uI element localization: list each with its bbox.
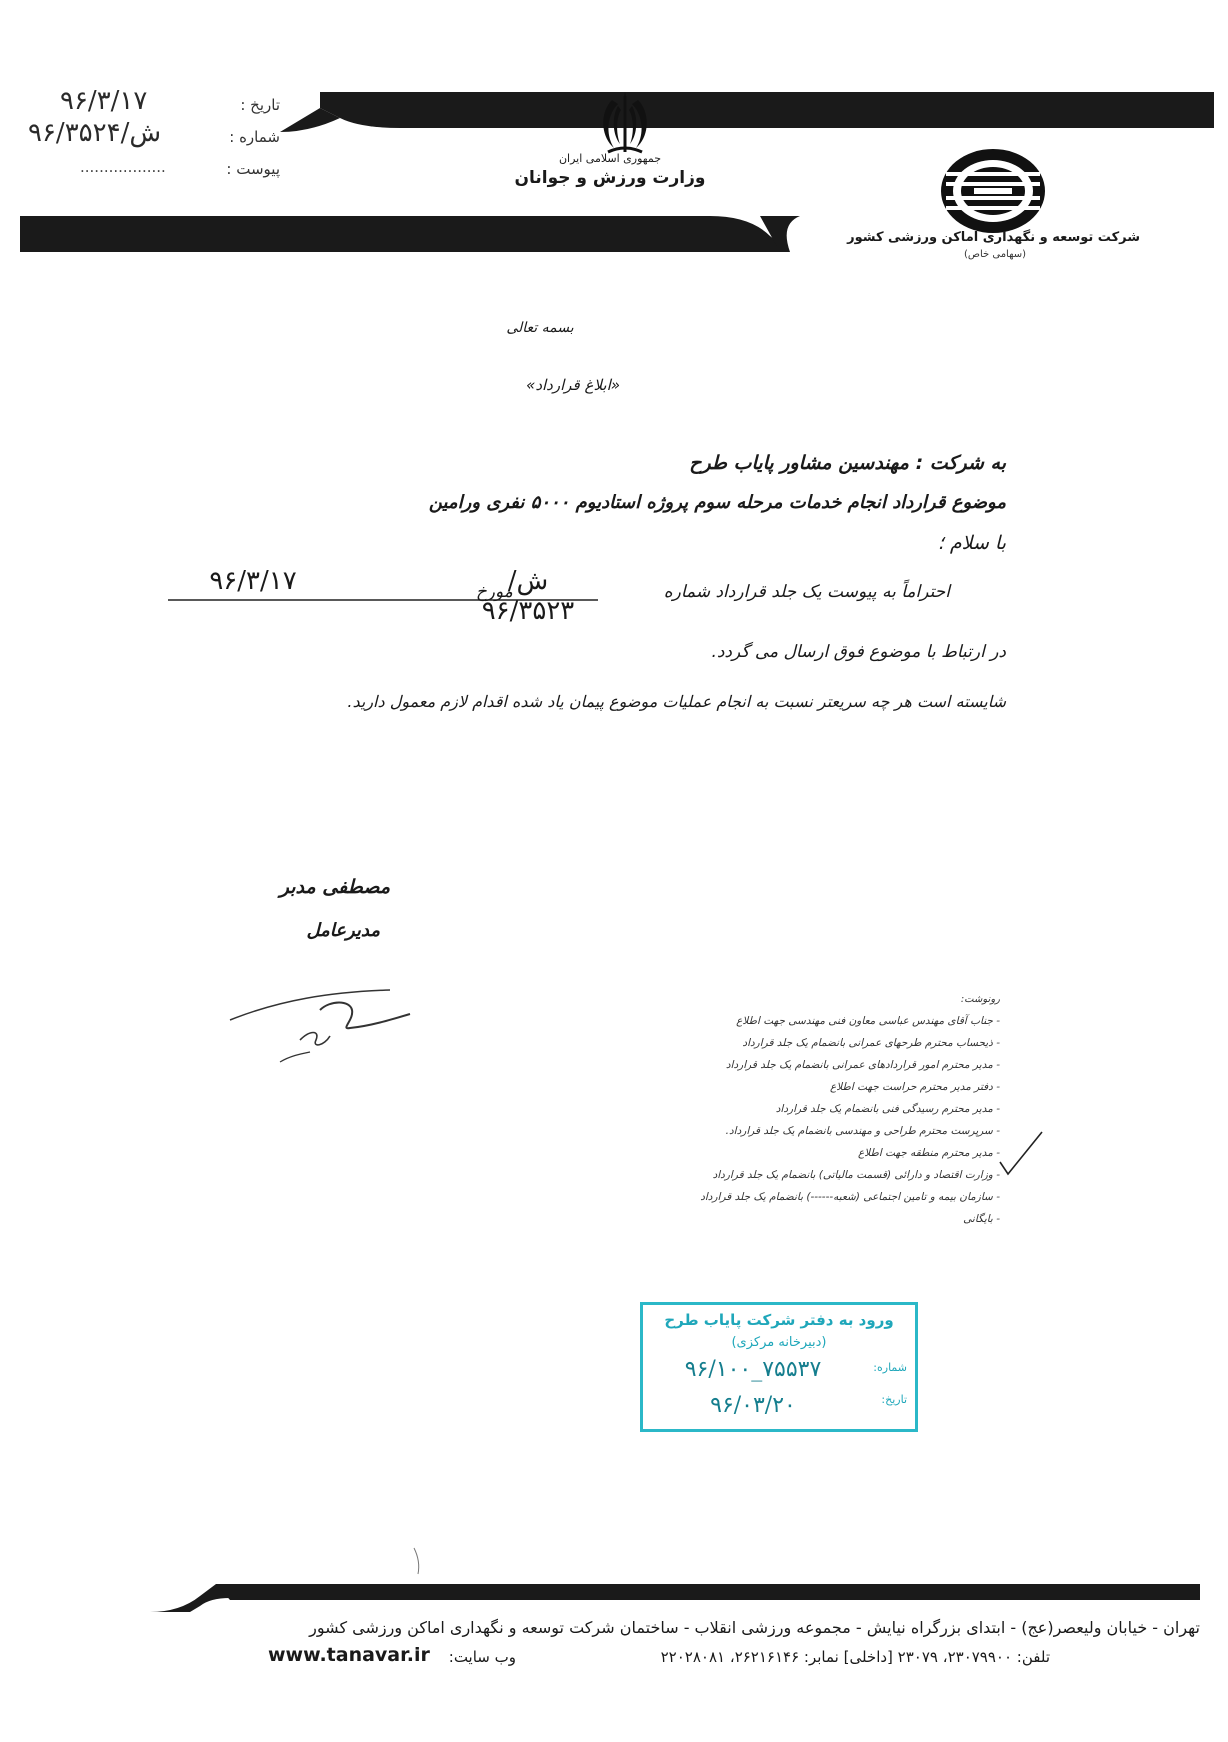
footer-site-label: وب سایت: (448, 1648, 516, 1666)
list-item: - مدیر محترم امور قراردادهای عمرانی بانضمام یک جلد قرارداد (640, 1054, 1000, 1076)
contract-number-handwritten: ش/۹۶/۳۵۲۳ (481, 566, 575, 626)
recipient-line: به شرکت : مهندسین مشاور پایاب طرح (689, 452, 1006, 474)
list-item: - مدیر محترم رسیدگی فنی بانضمام یک جلد قرارداد (640, 1098, 1000, 1120)
incoming-stamp (640, 1302, 918, 1432)
letter-subject-tag: «ابلاغ قرارداد» (526, 376, 620, 394)
list-item: - وزارت اقتصاد و دارائی (قسمت مالیاتی) بانضمام یک جلد قرارداد (640, 1164, 1000, 1186)
footer-address: تهران - خیابان ولیعصر(عج) - ابتدای بزرگراه نیایش - مجموعه ورزشی انقلاب - ساختمان شرکت توسعه و نگهداری اماکن ورزشی کشور (309, 1618, 1200, 1637)
signatory-name: مصطفی مدبر (279, 876, 390, 898)
list-item: - ذیحساب محترم طرحهای عمرانی بانضمام یک جلد قرارداد (640, 1032, 1000, 1054)
republic-title: جمهوری اسلامی ایران (558, 152, 662, 165)
stamp-number-label: شماره: (873, 1361, 907, 1374)
body-paragraph-2: در ارتباط با موضوع فوق ارسال می گردد. (711, 642, 1006, 662)
cc-list (640, 1010, 1000, 1230)
contract-subject-line: موضوع قرارداد انجام خدمات مرحله سوم پروژه استادیوم ۵۰۰۰ نفری ورامین (428, 492, 1006, 513)
meta-block (20, 86, 280, 182)
stamp-date-value: ۹۶/۰۳/۲۰ (710, 1393, 796, 1418)
list-item: - سرپرست محترم طراحی و مهندسی بانضمام یک جلد قرارداد. (640, 1120, 1000, 1142)
date-handwritten: ۹۶/۳/۱۷ (60, 86, 148, 116)
body1-text: احتراماً به پیوست یک جلد قرارداد شماره (663, 582, 950, 602)
list-item: - جناب آقای مهندس عباسی معاون فنی مهندسی جهت اطلاع (640, 1010, 1000, 1032)
list-item: - دفتر مدیر محترم حراست جهت اطلاع (640, 1076, 1000, 1098)
stamp-number-value: ۷۵۵۳۷_۹۶/۱۰۰ (684, 1357, 822, 1382)
company-logo-icon (938, 146, 1048, 236)
header-band-top (280, 88, 1214, 132)
cc-heading: رونوشت: (960, 994, 1000, 1005)
company-name: شرکت توسعه و نگهداری اماکن ورزشی کشور (847, 230, 1140, 245)
bismillah: بسمه تعالی (506, 320, 574, 336)
pen-mark (412, 1546, 422, 1576)
footer-contact: تلفن: ۲۳۰۷۹۹۰۰، ۲۳۰۷۹ [داخلی] نمابر: ۲۶۲۱۶۱۴۶، ۲۲۰۲۸۰۸۱ (660, 1648, 1050, 1666)
stamp-title: ورود به دفتر شرکت پایاب طرح (664, 1311, 894, 1329)
greeting: با سلام ؛ (937, 532, 1006, 554)
footer-band (30, 1582, 1200, 1612)
body1-dated: مورخ (475, 582, 513, 602)
footer-website-link[interactable]: www.tanavar.ir (268, 1644, 430, 1666)
ministry-title: وزارت ورزش و جوانان (514, 168, 706, 188)
number-label: شماره : (229, 128, 280, 146)
body-paragraph-3: شایسته است هر چه سریعتر نسبت به انجام عملیات موضوع پیمان یاد شده اقدام لازم معمول دارید. (347, 692, 1006, 711)
date-label: تاریخ : (240, 96, 280, 114)
signatory-title: مدیرعامل (306, 920, 380, 941)
list-item: - بایگانی (640, 1208, 1000, 1230)
checkmark-icon (996, 1128, 1046, 1178)
iran-emblem-icon (590, 86, 660, 158)
stamp-subtitle: (دبیرخانه مرکزی) (731, 1335, 827, 1350)
handwritten-signature (220, 970, 420, 1070)
number-handwritten: ش/۹۶/۳۵۲۴ (28, 118, 162, 148)
list-item: - سازمان بیمه و تامین اجتماعی (شعبه------) بانضمام یک جلد قرارداد (640, 1186, 1000, 1208)
attachment-label: پیوست : (226, 160, 280, 178)
contract-date-handwritten: ۹۶/۳/۱۷ (209, 566, 297, 596)
company-type: (سهامی خاص) (963, 249, 1026, 260)
list-item: - مدیر محترم منطقه جهت اطلاع (640, 1142, 1000, 1164)
stamp-date-label: تاریخ: (881, 1393, 907, 1406)
attachment-dotted-line: .................. (80, 158, 166, 176)
handwriting-strike-line (168, 598, 598, 602)
